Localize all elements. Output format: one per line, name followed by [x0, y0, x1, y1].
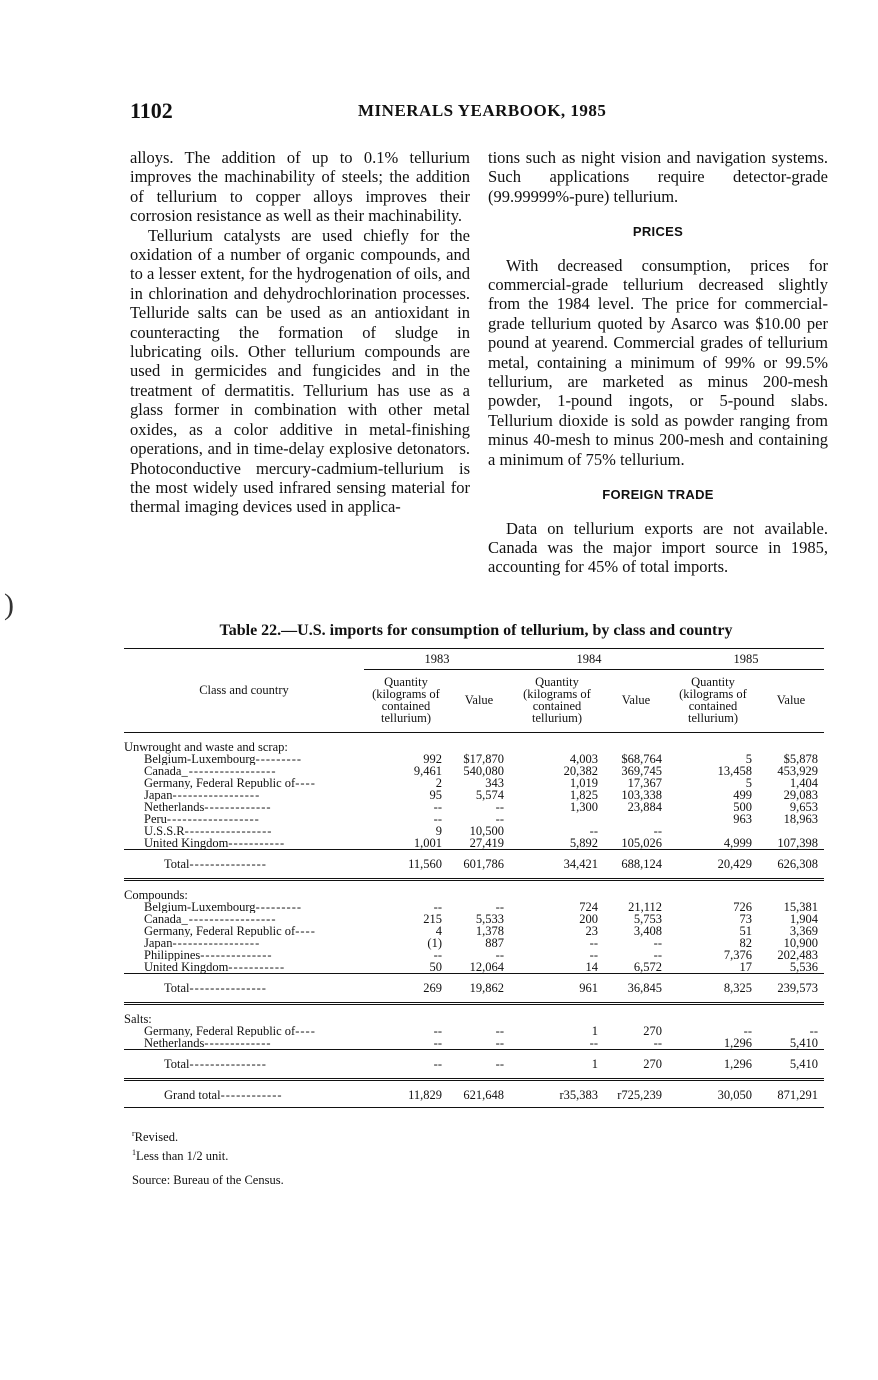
table-cell: 82: [739, 936, 752, 950]
table-cell: 688,124: [604, 850, 668, 877]
table-cell: 2: [435, 776, 442, 790]
table-cell: 1: [510, 1050, 604, 1077]
table-cell: 11,560: [364, 850, 448, 877]
row-label: [124, 1050, 364, 1077]
dot-leader: ---------------: [189, 981, 267, 995]
table-row: [124, 777, 824, 789]
row-label-text: Grand total: [164, 1088, 221, 1102]
table-cell: 1,904: [789, 912, 818, 926]
table-cell: 9,653: [789, 800, 818, 814]
row-label: [124, 777, 364, 789]
row-label-text: Netherlands: [144, 801, 205, 813]
table-cell: 3,369: [789, 924, 818, 938]
table-cell: 17: [739, 960, 752, 974]
total-row: [124, 1050, 824, 1077]
table-cell: 626,308: [758, 850, 824, 877]
table-cell: 11,829: [364, 1080, 448, 1108]
table-cell: 5: [745, 776, 752, 790]
dot-leader: -------------: [204, 1037, 272, 1050]
row-label: [124, 753, 364, 765]
row-label-text: United Kingdom: [144, 961, 229, 974]
table-cell: 19,862: [448, 974, 510, 1001]
dot-leader: ----: [295, 777, 316, 789]
row-label-text: Belgium-Luxembourg: [144, 753, 256, 765]
table-cell: 270: [643, 1024, 662, 1038]
row-label-text: Germany, Federal Republic of: [144, 777, 296, 789]
dot-leader: ------------: [220, 1088, 283, 1102]
table-cell: --: [433, 1036, 442, 1050]
table-cell: --: [589, 948, 598, 962]
row-label: [124, 1080, 364, 1108]
table-cell: --: [653, 1036, 662, 1050]
table-cell: 6,572: [633, 960, 662, 974]
row-label: [124, 765, 364, 777]
section-label: Compounds:: [124, 888, 188, 902]
paragraph: Data on tellurium exports are not available. Canada was the major import source in 1985, accounting for 45% of total imports.: [488, 518, 828, 577]
table-cell: 500: [733, 800, 752, 814]
table-cell: r725,239: [604, 1080, 668, 1108]
table-cell: 1,001: [413, 836, 442, 850]
row-label-text: Germany, Federal Republic of: [144, 1025, 296, 1037]
table-cell: 499: [733, 788, 752, 802]
table-cell: 15,381: [783, 900, 818, 914]
table-cell: 34,421: [510, 850, 604, 877]
table-cell: 36,845: [604, 974, 668, 1001]
section-heading-prices: PRICES: [632, 224, 684, 240]
row-label: [124, 825, 364, 837]
table-cell: --: [433, 900, 442, 914]
table-row: [124, 801, 824, 813]
table-cell: 10,500: [469, 824, 504, 838]
table-row: [124, 925, 824, 937]
paragraph: Tellurium catalysts are used chiefly for the oxidation of a number of organic compounds, and to a lesser extent, for the hydrogenation of oils, and in chlorination and dehydrochlorination processes. Telluride salts can be used as an antioxidant in counteracting the formation of sludge in lubricating oils. Other tellurium compounds are used in germicides and fungicides and in the treatment of dermatitis. Tellurium has use as a glass former in combination with other metal oxides, as a color additive in metal-finishing operations, and in time-delay explosive detonators. Photoconductive mercury-cadmium-tellurium is the most widely used infrared sensing material for thermal imaging devices used in applica-: [130, 225, 470, 517]
table-cell: --: [495, 948, 504, 962]
table-cell: --: [433, 812, 442, 826]
table-cell: 4: [435, 924, 442, 938]
table-cell: 12,064: [469, 960, 504, 974]
table-cell: 1,378: [475, 924, 504, 938]
table-cell: 107,398: [777, 836, 818, 850]
table-row: [124, 901, 824, 913]
table-cell: --: [589, 1036, 598, 1050]
table-row: [124, 961, 824, 974]
dot-leader: -----------: [228, 961, 286, 974]
dot-leader: _-----------------: [181, 765, 277, 777]
row-label: [124, 850, 364, 877]
row-label-text: United Kingdom: [144, 837, 229, 850]
table-cell: 871,291: [758, 1080, 824, 1108]
quantity-header: Quantity (kilograms of contained tellurium): [372, 675, 440, 725]
table-cell: (1): [427, 936, 442, 950]
table-cell: 20,382: [563, 764, 598, 778]
table-cell: 202,483: [777, 948, 818, 962]
table-cell: 17,367: [627, 776, 662, 790]
table-cell: 5,892: [569, 836, 598, 850]
row-label: [124, 1025, 364, 1037]
table-cell: 14: [585, 960, 598, 974]
row-label-text: Germany, Federal Republic of: [144, 925, 296, 937]
table-cell: --: [653, 824, 662, 838]
row-label: [124, 801, 364, 813]
table-cell: 5,533: [475, 912, 504, 926]
table-title: Table 22.—U.S. imports for consumption of tellurium, by class and country: [219, 622, 733, 639]
table-cell: 23,884: [627, 800, 662, 814]
quantity-header: Quantity (kilograms of contained tellurium): [523, 675, 591, 725]
row-label-text: Canada: [144, 913, 182, 925]
table-cell: 887: [485, 936, 504, 950]
table-cell: --: [653, 948, 662, 962]
dot-leader: _-----------------: [181, 913, 277, 925]
footnote-less-than: $^1$Less than 1/2 unit.: [132, 1148, 229, 1164]
page-header: [130, 98, 830, 128]
row-label: [124, 789, 364, 801]
table-cell: 51: [739, 924, 752, 938]
row-label: [124, 913, 364, 925]
table-cell: 239,573: [758, 974, 824, 1001]
table-cell: 343: [485, 776, 504, 790]
table-cell: --: [809, 1024, 818, 1038]
table-cell: 1,300: [569, 800, 598, 814]
row-label-text: Netherlands: [144, 1037, 205, 1050]
running-title: MINERALS YEARBOOK, 1985: [358, 101, 607, 120]
right-column: [488, 148, 828, 577]
table-cell: $17,870: [463, 752, 504, 766]
row-label: [124, 974, 364, 1001]
table-cell: --: [448, 1050, 510, 1077]
row-label-text: Total: [164, 981, 190, 995]
year-header: 1984: [510, 649, 668, 670]
section-header-row: [124, 1004, 824, 1026]
year-header: 1985: [668, 649, 824, 670]
table-cell: 10,900: [783, 936, 818, 950]
paragraph: alloys. The addition of up to 0.1% tellurium improves the machinability of steels; the addition of tellurium to copper alloys improves their corrosion resistance as well as their machinability.: [130, 148, 470, 226]
row-label-text: Japan: [144, 789, 173, 801]
table-cell: 270: [604, 1050, 668, 1077]
paragraph: tions such as night vision and navigation systems. Such applications require detector-grade (99.99999%-pure) tellurium.: [488, 148, 828, 206]
table-row: [124, 837, 824, 850]
table-cell: 4,999: [723, 836, 752, 850]
section-header-row: [124, 880, 824, 902]
table-cell: --: [743, 1024, 752, 1038]
table-cell: 200: [579, 912, 598, 926]
table-row: [124, 789, 824, 801]
table-cell: 4,003: [569, 752, 598, 766]
table-cell: --: [495, 800, 504, 814]
table-cell: r35,383: [510, 1080, 604, 1108]
table-cell: 50: [429, 960, 442, 974]
margin-mark: ): [4, 588, 14, 621]
dot-leader: -------------: [204, 801, 272, 813]
page-number: 1102: [130, 98, 173, 123]
row-label-text: Total: [164, 857, 190, 871]
row-label: [124, 837, 364, 850]
dot-leader: -----------------: [184, 825, 273, 837]
row-label-text: Japan: [144, 937, 173, 949]
table-cell: 5,410: [758, 1050, 824, 1077]
row-label-text: Total: [164, 1057, 190, 1071]
dot-leader: -----------------: [172, 789, 261, 801]
paragraph: With decreased consumption, prices for commercial-grade tellurium decreased slightly from the 1984 level. The price for commercial-grade tellurium quoted by Asarco was $10.00 per pound at yearend. Commercial grades of tellurium metal, containing a minimum of 99% or 99.5% tellurium, are marketed as minus 200-mesh powder, 1-pound ingots, or 5-pound slabs. Tellurium dioxide is sold as powder ranging from minus 40-mesh to minus 200-mesh and containing a minimum of 75% tellurium.: [488, 255, 828, 469]
table-cell: --: [589, 936, 598, 950]
row-label: [124, 925, 364, 937]
table-cell: 9,461: [413, 764, 442, 778]
table-cell: 1,825: [569, 788, 598, 802]
section-header-row: [124, 733, 824, 754]
table-cell: 8,325: [668, 974, 758, 1001]
imports-table: [124, 648, 824, 1108]
table-cell: --: [433, 948, 442, 962]
table-cell: 1,296: [668, 1050, 758, 1077]
table-cell: 30,050: [668, 1080, 758, 1108]
table-cell: 29,083: [783, 788, 818, 802]
value-header: Value: [464, 693, 494, 707]
table-row: [124, 765, 824, 777]
table-cell: 5: [745, 752, 752, 766]
value-header: Value: [621, 693, 651, 707]
dot-leader: ---------------: [189, 1057, 267, 1071]
section-label: Salts:: [124, 1012, 152, 1026]
dot-leader: ---------: [255, 901, 303, 913]
footnote-source: Source: Bureau of the Census.: [132, 1173, 284, 1188]
table-cell: 5,574: [475, 788, 504, 802]
footnote-revised: $^r$Revised.: [132, 1129, 179, 1145]
row-label: [124, 949, 364, 961]
table-cell: 963: [733, 812, 752, 826]
table-cell: 621,648: [448, 1080, 510, 1108]
table-cell: --: [495, 900, 504, 914]
table-cell: --: [433, 1024, 442, 1038]
table-cell: 1: [591, 1024, 598, 1038]
table-cell: 961: [510, 974, 604, 1001]
table-cell: 3,408: [633, 924, 662, 938]
row-label: [124, 961, 364, 974]
year-header: 1983: [364, 649, 510, 670]
section-heading-foreign-trade: FOREIGN TRADE: [602, 487, 714, 503]
table-cell: 18,963: [783, 812, 818, 826]
table-cell: 1,404: [789, 776, 818, 790]
table-cell: 95: [429, 788, 442, 802]
dot-leader: ----: [295, 925, 316, 937]
table-cell: 5,410: [789, 1036, 818, 1050]
table-cell: $68,764: [621, 752, 662, 766]
stub-header: Class and country: [199, 682, 289, 697]
table-cell: 105,026: [621, 836, 662, 850]
table-cell: 369,745: [621, 764, 662, 778]
table-cell: --: [495, 1036, 504, 1050]
row-label: [124, 937, 364, 949]
table-cell: --: [495, 812, 504, 826]
table-cell: $5,878: [783, 752, 818, 766]
dot-leader: -----------------: [172, 937, 261, 949]
table-cell: 726: [733, 900, 752, 914]
section-label: Unwrought and waste and scrap:: [124, 740, 288, 754]
row-label-text: Peru: [144, 813, 167, 825]
table-cell: 9: [435, 824, 442, 838]
dot-leader: -----------: [228, 837, 286, 850]
row-label-text: Belgium-Luxembourg: [144, 901, 256, 913]
table-body: [124, 733, 824, 1108]
table-cell: 21,112: [628, 900, 662, 914]
row-label-text: Philippines: [144, 949, 201, 961]
table-cell: --: [653, 936, 662, 950]
row-label-text: U.S.S.R: [144, 825, 185, 837]
dot-leader: ---------------: [189, 857, 267, 871]
table-cell: 13,458: [717, 764, 752, 778]
table-cell: 601,786: [448, 850, 510, 877]
dot-leader: --------------: [200, 949, 273, 961]
footnotes: [132, 1126, 284, 1188]
table-cell: 103,338: [621, 788, 662, 802]
table-cell: 453,929: [777, 764, 818, 778]
table-cell: 1,296: [723, 1036, 752, 1050]
table-cell: 215: [423, 912, 442, 926]
row-label: [124, 1037, 364, 1050]
left-column: [130, 148, 470, 517]
dot-leader: ------------------: [166, 813, 260, 825]
table-cell: 20,429: [668, 850, 758, 877]
table-cell: 1,019: [569, 776, 598, 790]
total-row: [124, 974, 824, 1001]
table-row: [124, 913, 824, 925]
total-row: [124, 850, 824, 877]
row-label-text: Canada: [144, 765, 182, 777]
table-row: [124, 1025, 824, 1037]
row-label: [124, 813, 364, 825]
table-cell: 7,376: [723, 948, 752, 962]
table-cell: 27,419: [469, 836, 504, 850]
grand-total-row: [124, 1080, 824, 1108]
dot-leader: ----: [295, 1025, 316, 1037]
table-cell: --: [364, 1050, 448, 1077]
table-cell: 540,080: [463, 764, 504, 778]
table-cell: 5,536: [789, 960, 818, 974]
table-cell: 269: [364, 974, 448, 1001]
row-label: [124, 901, 364, 913]
quantity-header: Quantity (kilograms of contained tellurium): [679, 675, 747, 725]
dot-leader: ---------: [255, 753, 303, 765]
table-cell: 724: [579, 900, 598, 914]
table-cell: --: [495, 1024, 504, 1038]
table-cell: --: [433, 800, 442, 814]
value-header: Value: [776, 693, 806, 707]
table-cell: 73: [739, 912, 752, 926]
table-row: [124, 937, 824, 949]
table-cell: --: [589, 824, 598, 838]
table-row: [124, 1037, 824, 1050]
table-cell: 23: [585, 924, 598, 938]
table-cell: 992: [423, 752, 442, 766]
table-cell: 5,753: [633, 912, 662, 926]
